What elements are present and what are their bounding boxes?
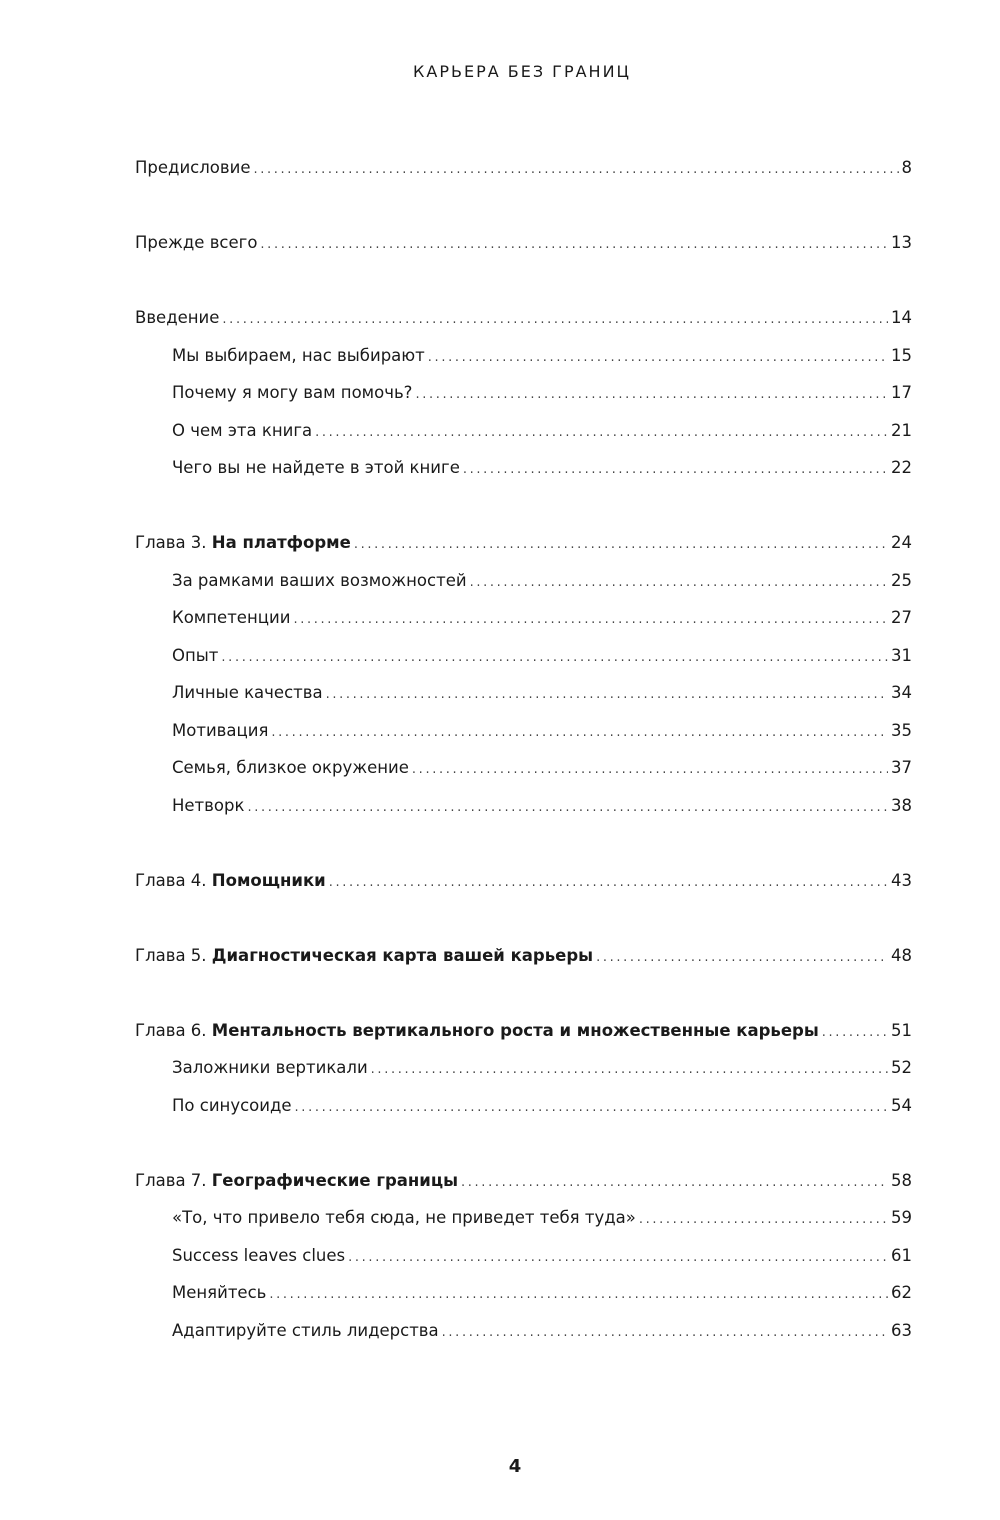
entry-page-number: 62 xyxy=(891,1283,912,1302)
entry-title xyxy=(135,1162,458,1200)
table-of-contents xyxy=(135,149,912,1387)
entry-page-number: 13 xyxy=(891,233,912,252)
toc-section xyxy=(135,149,912,187)
entry-title: Чего вы не найдете в этой книге xyxy=(172,458,460,477)
entry-title xyxy=(135,524,351,562)
toc-subentry[interactable] xyxy=(135,712,912,750)
toc-subentry[interactable] xyxy=(135,674,912,712)
dot-leader xyxy=(326,676,888,714)
entry-page-number: 27 xyxy=(891,608,912,627)
toc-section xyxy=(135,224,912,262)
entry-title: Компетенции xyxy=(172,608,291,627)
entry-title: Опыт xyxy=(172,645,219,665)
entry-page-number: 24 xyxy=(891,533,912,552)
entry-page-number: 54 xyxy=(891,1095,912,1115)
entry-page-number: 63 xyxy=(891,1320,912,1340)
toc-subentry[interactable] xyxy=(135,749,912,787)
toc-subentry[interactable] xyxy=(135,337,912,375)
entry-title: Мы выбираем, нас выбирают xyxy=(172,345,425,365)
chapter-title: Помощники xyxy=(211,870,326,890)
dot-leader xyxy=(247,789,888,827)
dot-leader xyxy=(596,939,888,977)
chapter-title: Ментальность вертикального роста и множественные карьеры xyxy=(211,1020,819,1040)
toc-section xyxy=(135,1012,912,1125)
chapter-prefix: Глава 4. xyxy=(135,870,212,890)
entry-page-number: 22 xyxy=(891,458,912,477)
entry-page-number: 15 xyxy=(891,345,912,365)
entry-title: Личные качества xyxy=(172,683,323,702)
chapter-prefix: Глава 6. xyxy=(135,1020,212,1040)
toc-entry[interactable] xyxy=(135,1162,912,1200)
dot-leader xyxy=(415,376,888,414)
dot-leader xyxy=(221,639,888,677)
entry-page-number: 43 xyxy=(891,870,912,890)
entry-page-number: 17 xyxy=(891,383,912,402)
entry-title xyxy=(135,862,326,900)
dot-leader xyxy=(412,751,888,789)
entry-title: Меняйтесь xyxy=(172,1283,267,1302)
entry-title xyxy=(135,1012,819,1050)
chapter-title: Диагностическая карта вашей карьеры xyxy=(211,945,594,965)
dot-leader xyxy=(428,339,888,377)
entry-title: Мотивация xyxy=(172,720,269,740)
dot-leader xyxy=(271,714,888,752)
dot-leader xyxy=(639,1201,888,1239)
entry-title: Адаптируйте стиль лидерства xyxy=(172,1320,439,1340)
entry-page-number: 61 xyxy=(891,1245,912,1265)
entry-title: Заложники вертикали xyxy=(172,1058,368,1077)
toc-section xyxy=(135,862,912,900)
entry-title xyxy=(135,937,593,975)
toc-subentry[interactable] xyxy=(135,1274,912,1312)
toc-subentry[interactable] xyxy=(135,1049,912,1087)
dot-leader xyxy=(253,151,898,189)
toc-subentry[interactable] xyxy=(135,787,912,825)
toc-subentry[interactable] xyxy=(135,1312,912,1350)
dot-leader xyxy=(329,864,888,902)
toc-entry[interactable] xyxy=(135,1012,912,1050)
toc-subentry[interactable] xyxy=(135,637,912,675)
entry-page-number: 37 xyxy=(891,758,912,777)
entry-title: Прежде всего xyxy=(135,233,258,252)
toc-subentry[interactable] xyxy=(135,599,912,637)
chapter-prefix: Глава 5. xyxy=(135,945,212,965)
chapter-title: Географические границы xyxy=(211,1170,459,1190)
toc-subentry[interactable] xyxy=(135,562,912,600)
toc-section xyxy=(135,299,912,487)
entry-page-number: 48 xyxy=(891,945,912,965)
toc-entry[interactable] xyxy=(135,149,912,187)
toc-section xyxy=(135,1162,912,1350)
entry-page-number: 21 xyxy=(891,420,912,440)
entry-title: О чем эта книга xyxy=(172,420,313,440)
toc-section xyxy=(135,937,912,975)
entry-page-number: 59 xyxy=(891,1208,912,1227)
entry-title: По синусоиде xyxy=(172,1095,292,1115)
dot-leader xyxy=(463,451,888,489)
entry-title: Почему я могу вам помочь? xyxy=(172,383,413,402)
entry-page-number: 35 xyxy=(891,720,912,740)
toc-subentry[interactable] xyxy=(135,449,912,487)
toc-subentry[interactable] xyxy=(135,412,912,450)
toc-subentry[interactable] xyxy=(135,374,912,412)
entry-title: Предисловие xyxy=(135,158,251,177)
dot-leader xyxy=(295,1089,888,1127)
entry-page-number: 14 xyxy=(891,308,912,327)
entry-title: Семья, близкое окружение xyxy=(172,758,409,777)
toc-entry[interactable] xyxy=(135,937,912,975)
entry-page-number: 58 xyxy=(891,1170,912,1190)
dot-leader xyxy=(822,1014,888,1052)
entry-page-number: 31 xyxy=(891,645,912,665)
dot-leader xyxy=(470,564,888,602)
chapter-prefix: Глава 3. xyxy=(135,533,212,552)
running-head: КАРЬЕРА БЕЗ ГРАНИЦ xyxy=(413,62,631,81)
dot-leader xyxy=(461,1164,888,1202)
dot-leader xyxy=(442,1314,888,1352)
chapter-prefix: Глава 7. xyxy=(135,1170,212,1190)
toc-section xyxy=(135,524,912,824)
entry-page-number: 38 xyxy=(891,795,912,815)
entry-title: «То, что привело тебя сюда, не приведет тебя туда» xyxy=(172,1208,636,1227)
entry-page-number: 34 xyxy=(891,683,912,702)
entry-title: Success leaves clues xyxy=(172,1245,346,1265)
entry-page-number: 51 xyxy=(891,1020,912,1040)
dot-leader xyxy=(354,526,888,564)
toc-subentry[interactable] xyxy=(135,1199,912,1237)
entry-page-number: 8 xyxy=(901,158,912,177)
chapter-title: На платформе xyxy=(211,533,351,552)
entry-title: Введение xyxy=(135,308,220,327)
dot-leader xyxy=(371,1051,888,1089)
dot-leader xyxy=(315,414,888,452)
dot-leader xyxy=(348,1239,888,1277)
toc-entry[interactable] xyxy=(135,224,912,262)
toc-subentry[interactable] xyxy=(135,1087,912,1125)
dot-leader xyxy=(269,1276,888,1314)
dot-leader xyxy=(222,301,888,339)
entry-title: Нетворк xyxy=(172,795,245,815)
entry-title: За рамками ваших возможностей xyxy=(172,570,467,590)
page-number: 4 xyxy=(508,1456,522,1477)
toc-subentry[interactable] xyxy=(135,1237,912,1275)
entry-page-number: 25 xyxy=(891,570,912,590)
toc-entry[interactable] xyxy=(135,524,912,562)
dot-leader xyxy=(260,226,888,264)
toc-entry[interactable] xyxy=(135,299,912,337)
entry-page-number: 52 xyxy=(891,1058,912,1077)
toc-entry[interactable] xyxy=(135,862,912,900)
dot-leader xyxy=(293,601,888,639)
